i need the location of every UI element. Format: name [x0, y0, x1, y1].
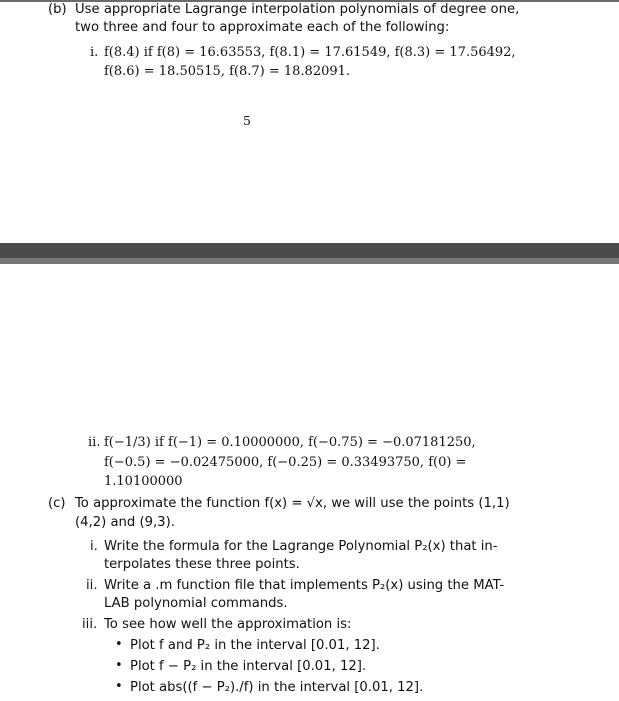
item-ii-line2: f(−0.5) = −0.02475000, f(−0.25) = 0.33493750, f(0) =: [104, 455, 467, 470]
c-item-i-label: i.: [90, 539, 98, 554]
c-item-i-line2: terpolates these three points.: [104, 557, 300, 572]
page-number: 5: [243, 113, 251, 128]
part-b-line2: two three and four to approximate each of the following:: [75, 20, 450, 35]
c-item-ii-label: ii.: [86, 578, 98, 593]
document-page-bottom: [0, 264, 619, 701]
item-ii-label: ii.: [88, 435, 101, 450]
bullet-icon: •: [115, 679, 123, 694]
c-item-iii-label: iii.: [82, 617, 98, 632]
item-i-line1: f(8.4) if f(8) = 16.63553, f(8.1) = 17.61549, f(8.3) = 17.56492,: [104, 45, 516, 60]
part-b-line1: Use appropriate Lagrange interpolation polynomials of degree one,: [75, 2, 520, 17]
bullet-item-3: Plot abs((f − P₂)./f) in the interval [0.01, 12].: [130, 680, 424, 695]
c-item-i-line1: Write the formula for the Lagrange Polynomial P₂(x) that in-: [104, 539, 498, 554]
bullet-item-1: Plot f and P₂ in the interval [0.01, 12].: [130, 638, 380, 653]
part-b-label: (b): [48, 2, 67, 17]
c-item-iii-line1: To see how well the approximation is:: [104, 617, 352, 632]
c-item-ii-line1: Write a .m function file that implements P₂(x) using the MAT-: [104, 578, 505, 593]
page-separator: [0, 243, 619, 264]
part-c-line1: To approximate the function f(x) = √x, we will use the points (1,1): [75, 496, 510, 511]
bullet-item-2: Plot f − P₂ in the interval [0.01, 12].: [130, 659, 367, 674]
part-c-line2: (4,2) and (9,3).: [75, 515, 175, 530]
item-i-line2: f(8.6) = 18.50515, f(8.7) = 18.82091.: [104, 64, 351, 79]
item-ii-line3: 1.10100000: [104, 474, 183, 489]
bullet-icon: •: [115, 658, 123, 673]
document-page-top: [0, 0, 619, 243]
bullet-icon: •: [115, 637, 123, 652]
item-i-label: i.: [90, 45, 99, 60]
item-ii-line1: f(−1/3) if f(−1) = 0.10000000, f(−0.75) = −0.07181250,: [104, 435, 476, 450]
part-c-label: (c): [48, 496, 66, 511]
c-item-ii-line2: LAB polynomial commands.: [104, 596, 288, 611]
